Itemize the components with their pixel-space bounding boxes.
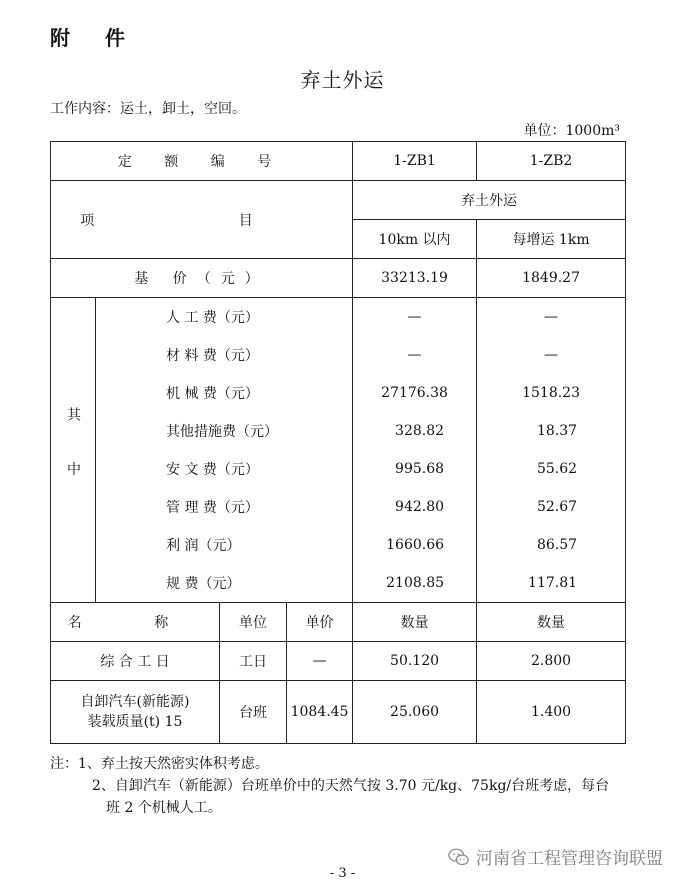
res-price: — (287, 642, 353, 681)
res-price-header: 单价 (287, 603, 353, 642)
res-name-line2: 装载质量(t) 15 (87, 714, 183, 730)
wechat-icon (448, 846, 470, 868)
breakdown-v1: 942.80 (353, 488, 477, 526)
item-header-text: 项 目 (80, 212, 323, 229)
subcol-1: 10km 以内 (353, 220, 477, 259)
breakdown-v2: — (477, 298, 626, 337)
note-line: 注：1、弃土按天然密实体积考虑。 (50, 756, 269, 772)
breakdown-v2: 86.57 (477, 526, 626, 564)
breakdown-label: 管 理 费（元） (96, 488, 353, 526)
res-qty1-header: 数量 (353, 603, 477, 642)
base-price-label (51, 259, 353, 298)
res-unit-header: 单位 (220, 603, 287, 642)
note-line: 2、自卸汽车（新能源）台班单价中的天然气按 3.70 元/kg、75kg/台班考虑，每台 (92, 778, 610, 794)
res-name-header (51, 603, 220, 642)
quota-table (50, 141, 626, 744)
notes (50, 753, 609, 819)
breakdown-label: 材 料 费（元） (96, 336, 353, 374)
code-1: 1-ZB1 (353, 142, 477, 181)
work-content: 工作内容：运土，卸土，空回。 (50, 101, 246, 117)
base-price-1: 33213.19 (353, 259, 477, 298)
res-name-header-text: 名 称 (67, 615, 203, 631)
res-qty1: 25.060 (353, 681, 477, 744)
breakdown-v1: 1660.66 (353, 526, 477, 564)
among-label (51, 298, 96, 603)
res-name: 综 合 工 日 (51, 642, 220, 681)
res-unit: 工日 (220, 642, 287, 681)
page-number: - 3 - (329, 866, 356, 881)
base-price-label-text: 基 价（元） (134, 271, 269, 287)
breakdown-label: 利 润（元） (96, 526, 353, 564)
breakdown-v2: 18.37 (477, 412, 626, 450)
breakdown-v1: — (353, 336, 477, 374)
breakdown-v2: — (477, 336, 626, 374)
breakdown-v1: 995.68 (353, 450, 477, 488)
code-header: 定 额 编 号 (51, 142, 353, 181)
breakdown-label: 人 工 费（元） (96, 298, 353, 337)
attachment-label: 附 件 (50, 26, 139, 50)
breakdown-v1: 2108.85 (353, 564, 477, 603)
res-qty2-header: 数量 (477, 603, 626, 642)
watermark-text: 河南省工程管理咨询联盟 (476, 849, 663, 869)
breakdown-label: 机 械 费（元） (96, 374, 353, 412)
group-header: 弃土外运 (353, 181, 626, 220)
item-header (51, 181, 353, 259)
breakdown-v2: 117.81 (477, 564, 626, 603)
breakdown-v2: 55.62 (477, 450, 626, 488)
breakdown-label: 规 费（元） (96, 564, 353, 603)
subcol-2: 每增运 1km (477, 220, 626, 259)
breakdown-v2: 1518.23 (477, 374, 626, 412)
among-label-text: 其 中 (65, 406, 81, 494)
note-line: 班 2 个机械人工。 (106, 800, 222, 816)
breakdown-v2: 52.67 (477, 488, 626, 526)
res-name-line1: 自卸汽车(新能源) (80, 694, 190, 710)
page-title: 弃土外运 (300, 68, 385, 92)
res-price: 1084.45 (287, 681, 353, 744)
res-name (51, 681, 220, 744)
breakdown-label: 安 文 费（元） (96, 450, 353, 488)
unit-label: 单位：1000m³ (523, 123, 620, 139)
res-qty1: 50.120 (353, 642, 477, 681)
res-unit: 台班 (220, 681, 287, 744)
breakdown-v1: 328.82 (353, 412, 477, 450)
res-qty2: 2.800 (477, 642, 626, 681)
breakdown-v1: 27176.38 (353, 374, 477, 412)
code-2: 1-ZB2 (477, 142, 626, 181)
breakdown-v1: — (353, 298, 477, 337)
base-price-2: 1849.27 (477, 259, 626, 298)
res-qty2: 1.400 (477, 681, 626, 744)
breakdown-label: 其他措施费（元） (96, 412, 353, 450)
